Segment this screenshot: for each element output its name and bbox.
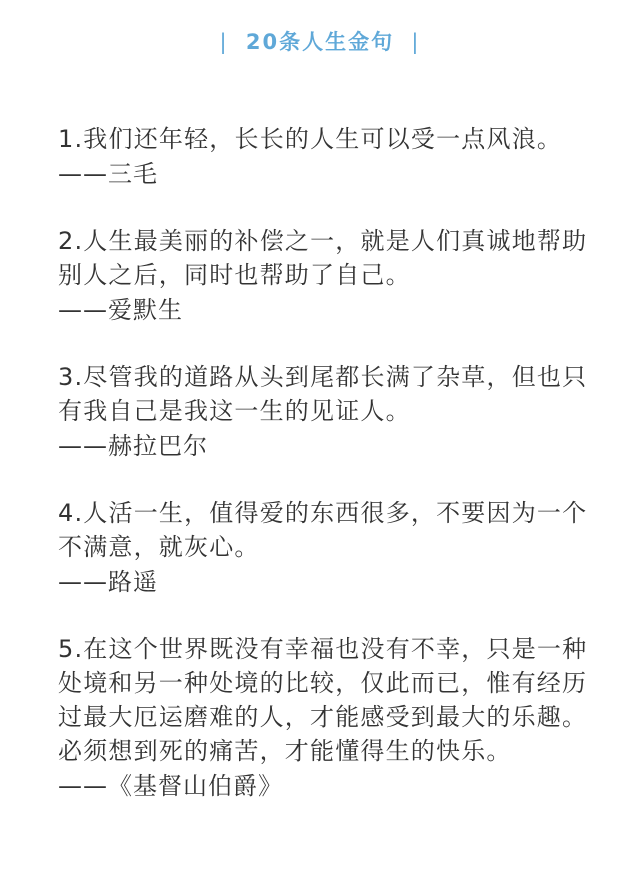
quote-item-2 — [58, 224, 598, 328]
page-title: 20条人生金句 — [245, 30, 395, 54]
quote-text: 3.尽管我的道路从头到尾都长满了杂草，但也只有我自己是我这一生的见证人。 — [58, 363, 588, 425]
quote-item-1 — [58, 122, 598, 192]
quote-list — [58, 122, 598, 836]
quote-item-5 — [58, 632, 598, 804]
quote-item-3 — [58, 360, 598, 464]
quote-author: ——路遥 — [58, 568, 158, 596]
title-right-divider: | — [411, 30, 421, 54]
article-header — [0, 26, 640, 58]
quote-text: 2.人生最美丽的补偿之一，就是人们真诚地帮助别人之后，同时也帮助了自己。 — [58, 227, 588, 289]
quote-author: ——三毛 — [58, 160, 158, 188]
quote-text: 5.在这个世界既没有幸福也没有不幸，只是一种处境和另一种处境的比较，仅此而已，惟有经历过最大厄运磨难的人，才能感受到最大的乐趣。必须想到死的痛苦，才能懂得生的快乐。 — [58, 635, 588, 765]
quote-author: ——赫拉巴尔 — [58, 432, 208, 460]
quote-text: 1.我们还年轻，长长的人生可以受一点风浪。 — [58, 125, 563, 153]
title-left-divider: | — [219, 30, 229, 54]
quote-author: ——爱默生 — [58, 296, 183, 324]
quote-author: ——《基督山伯爵》 — [58, 772, 283, 800]
quote-text: 4.人活一生，值得爱的东西很多，不要因为一个不满意，就灰心。 — [58, 499, 588, 561]
quote-item-4 — [58, 496, 598, 600]
